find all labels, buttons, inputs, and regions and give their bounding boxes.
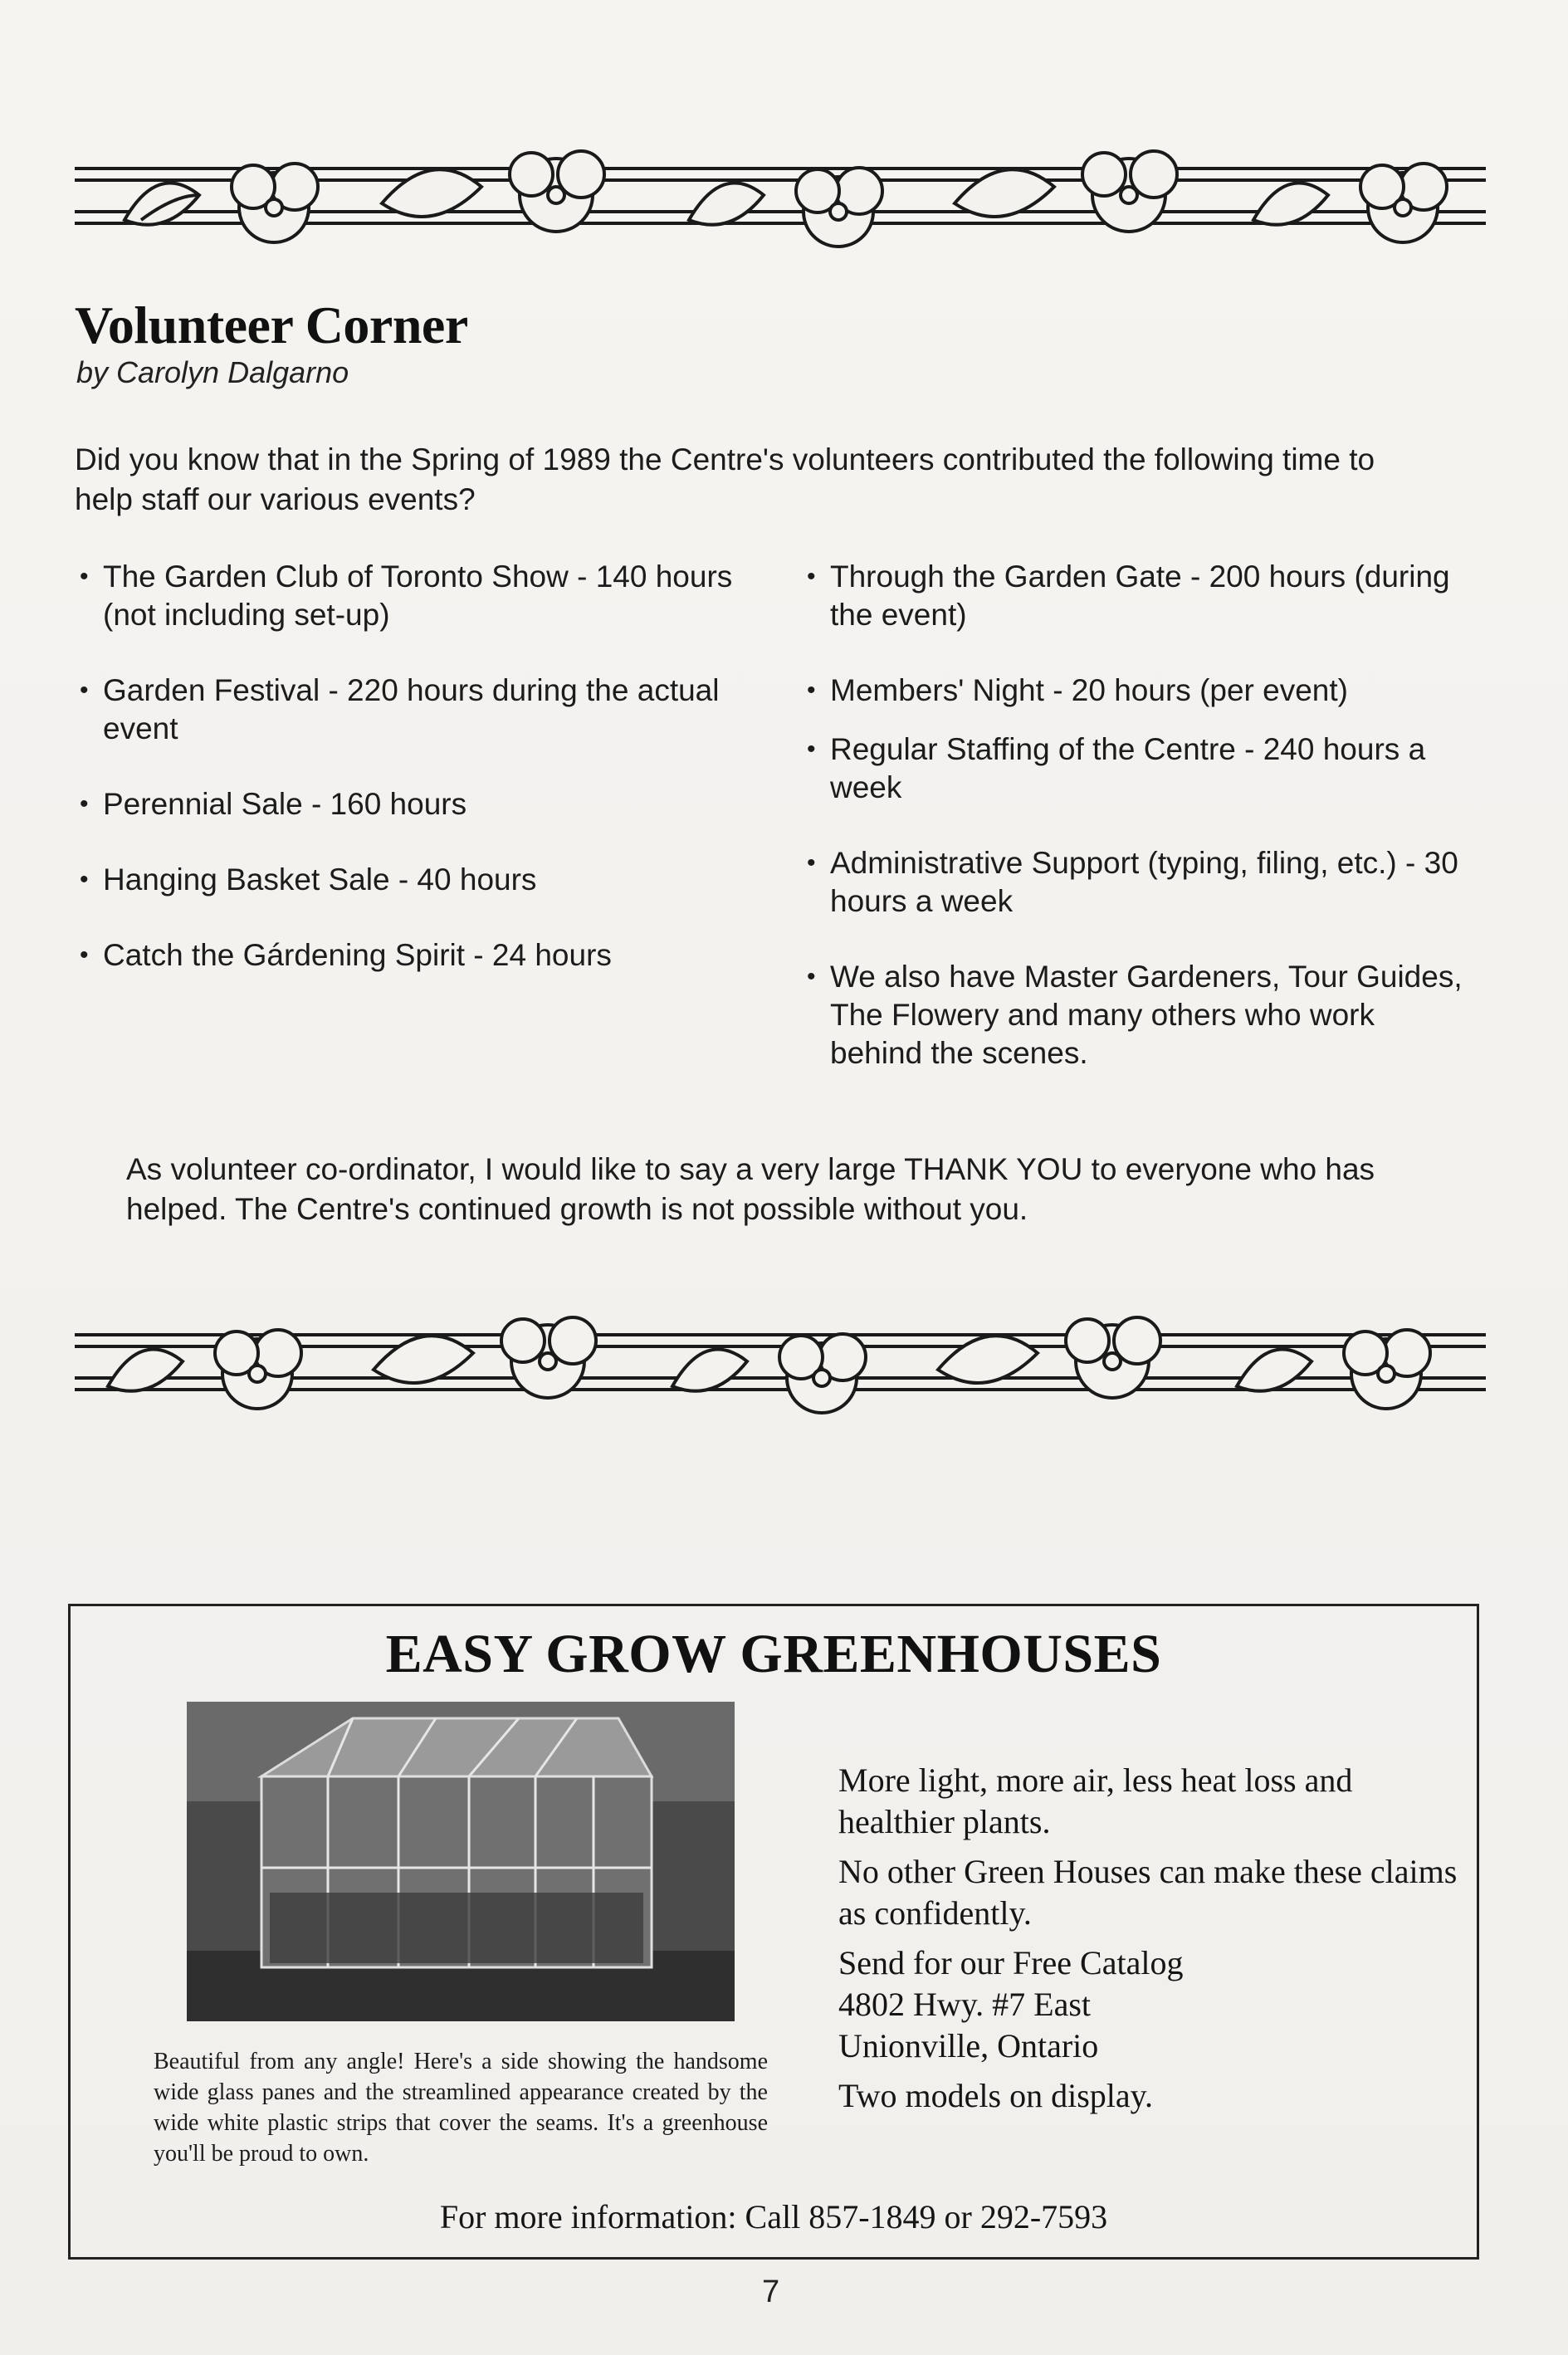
page-number: 7: [762, 2274, 780, 2309]
list-item: • Catch the Gárdening Spirit - 24 hours: [80, 938, 612, 972]
list-item: • The Garden Club of Toronto Show - 140 hours (not including set-up): [80, 559, 733, 632]
ad-body-line: Two models on display.: [838, 2077, 1154, 2114]
list-item: • Regular Staffing of the Centre - 240 hours a week: [807, 732, 1426, 804]
list-item: • Hanging Basket Sale - 40 hours: [80, 862, 537, 897]
ad-body-line: Unionville, Ontario: [838, 2027, 1099, 2064]
article-title: Volunteer Corner: [75, 296, 468, 354]
ad-body-line: Send for our Free Catalog: [838, 1944, 1184, 1981]
article-byline: by Carolyn Dalgarno: [76, 355, 349, 389]
ad-body-line: No other Green Houses can make these claims as confidently.: [838, 1853, 1458, 1932]
list-item: • Members' Night - 20 hours (per event): [807, 673, 1348, 707]
floral-border-icon: [75, 1295, 1486, 1436]
article-intro: Did you know that in the Spring of 1989 the Centre's volunteers contributed the following time to help staff our various events?: [75, 442, 1375, 516]
greenhouse-advertisement: [68, 1604, 1479, 2260]
article-closing: As volunteer co-ordinator, I would like to say a very large THANK YOU to everyone who has helped. The Centre's continued growth is not possible without you.: [126, 1152, 1375, 1226]
greenhouse-photo: [187, 1702, 735, 2021]
ad-body-line: More light, more air, less heat loss and healthier plants.: [838, 1761, 1353, 1840]
ad-body: [838, 1760, 1469, 2125]
floral-border-icon: [75, 129, 1486, 270]
list-item: • We also have Master Gardeners, Tour Guides, The Flowery and many others who work behind the scenes.: [807, 960, 1463, 1070]
photo-caption: Beautiful from any angle! Here's a side showing the handsome wide glass panes and the streamlined appearance created by the wide white plastic strips that cover the seams. It's a greenhouse you'll be proud to own.: [154, 2049, 768, 2167]
bullet-list-right: [804, 558, 1468, 1110]
ad-contact-info: For more information: Call 857-1849 or 292-7593: [439, 2198, 1108, 2235]
ad-body-line: 4802 Hwy. #7 East: [838, 1986, 1092, 2023]
list-item: • Garden Festival - 220 hours during the actual event: [80, 673, 720, 745]
list-item: • Perennial Sale - 160 hours: [80, 787, 467, 821]
floral-border-top: [75, 129, 1486, 270]
bullet-list-left: [76, 558, 740, 1012]
list-item: • Administrative Support (typing, filing, etc.) - 30 hours a week: [807, 846, 1458, 918]
ad-title: EASY GROW GREENHOUSES: [385, 1624, 1162, 1684]
greenhouse-image-icon: [187, 1702, 735, 2021]
list-item: • Through the Garden Gate - 200 hours (during the event): [807, 559, 1450, 632]
floral-border-bottom: [75, 1295, 1486, 1436]
